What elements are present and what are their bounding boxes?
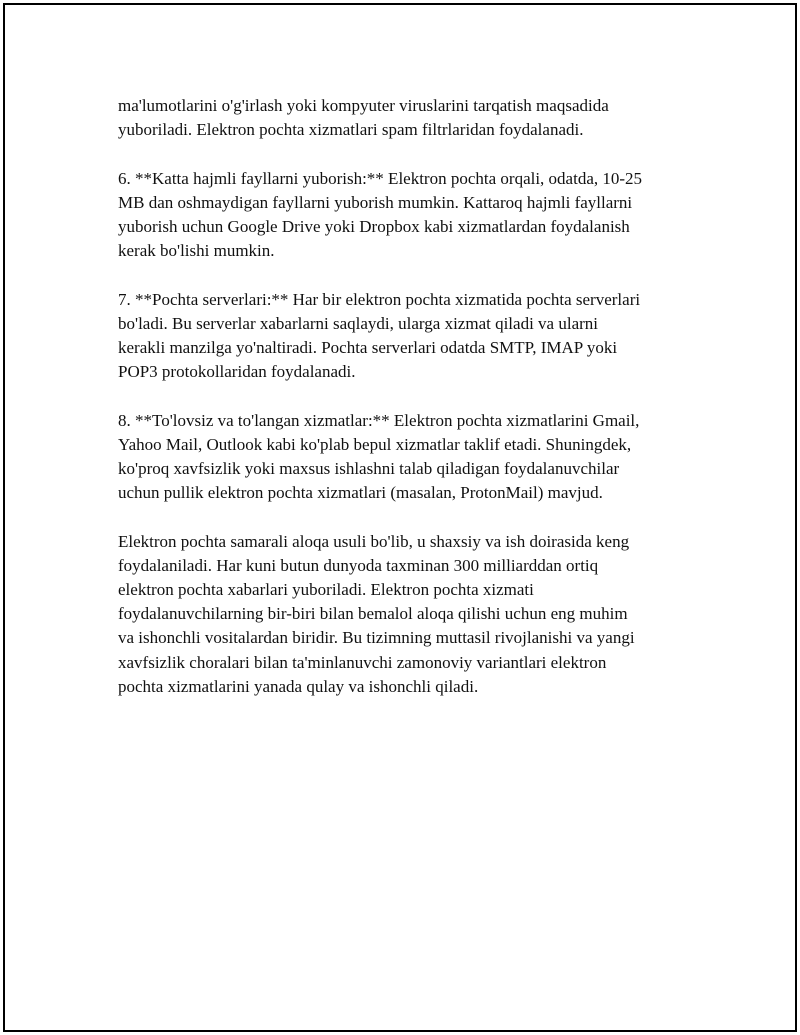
paragraph-conclusion	[118, 530, 698, 699]
text-line: foydalaniladi. Har kuni butun dunyoda taxminan 300 milliarddan ortiq	[118, 555, 599, 575]
text-line: 7. **Pochta serverlari:** Har bir elektron pochta xizmatida pochta serverlari	[118, 289, 641, 309]
text-line: ma'lumotlarini o'g'irlash yoki kompyuter viruslarini tarqatish maqsadida	[118, 96, 609, 115]
text-line: MB dan oshmaydigan fayllarni yuborish mumkin. Kattaroq hajmli fayllarni	[118, 192, 633, 212]
document-page	[3, 3, 797, 1032]
text-line: foydalanuvchilarning bir-biri bilan bemalol aloqa qilishi uchun eng muhim	[118, 604, 628, 624]
text-line: bo'ladi. Bu serverlar xabarlarni saqlaydi, ularga xizmat qiladi va ularni	[118, 313, 599, 333]
text-line: yuboriladi. Elektron pochta xizmatlari spam filtrlaridan foydalanadi.	[118, 120, 584, 140]
paragraph-large-files	[118, 167, 698, 264]
text-line: kerak bo'lishi mumkin.	[118, 241, 275, 261]
text-line: yuborish uchun Google Drive yoki Dropbox kabi xizmatlardan foydalanish	[118, 217, 630, 236]
text-line: kerakli manzilga yo'naltiradi. Pochta serverlari odatda SMTP, IMAP yoki	[118, 338, 618, 357]
text-line: pochta xizmatlarini yanada qulay va ishonchli qiladi.	[118, 676, 479, 696]
text-line: POP3 protokollaridan foydalanadi.	[118, 362, 356, 382]
paragraph-mail-servers	[118, 288, 698, 385]
text-line: 6. **Katta hajmli fayllarni yuborish:** Elektron pochta orqali, odatda, 10-25	[118, 168, 643, 188]
text-line: elektron pochta xabarlari yuboriladi. Elektron pochta xizmati	[118, 580, 534, 599]
text-line: 8. **To'lovsiz va to'langan xizmatlar:** Elektron pochta xizmatlarini Gmail,	[118, 410, 640, 430]
text-line: ko'proq xavfsizlik yoki maxsus ishlashni talab qiladigan foydalanuvchilar	[118, 459, 620, 478]
text-line: Elektron pochta samarali aloqa usuli bo'lib, u shaxsiy va ish doirasida keng	[118, 531, 630, 551]
text-line: Yahoo Mail, Outlook kabi ko'plab bepul xizmatlar taklif etadi. Shuningdek,	[118, 434, 632, 454]
text-line: uchun pullik elektron pochta xizmatlari (masalan, ProtonMail) mavjud.	[118, 483, 603, 503]
document-body	[118, 94, 698, 723]
text-line: xavfsizlik choralari bilan ta'minlanuvchi zamonoviy variantlari elektron	[118, 652, 607, 672]
paragraph-spam	[118, 94, 698, 142]
text-line: va ishonchli vositalardan biridir. Bu tizimning muttasil rivojlanishi va yangi	[118, 628, 635, 648]
paragraph-free-paid-services	[118, 409, 698, 506]
